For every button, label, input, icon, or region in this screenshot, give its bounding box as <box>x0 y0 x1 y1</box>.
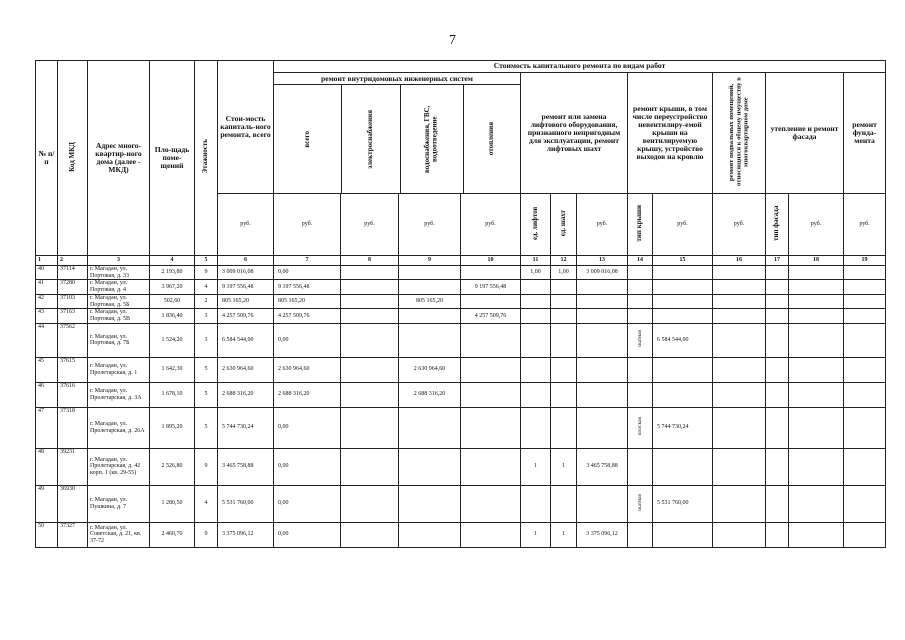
elevator-count <box>521 323 551 357</box>
area: 1 524,20 <box>150 323 195 357</box>
roof-type <box>628 309 653 323</box>
roof-cost <box>653 309 713 323</box>
shaft-count <box>551 485 577 522</box>
table-row <box>36 448 886 485</box>
roof-cost <box>653 357 713 382</box>
column-number: 5 <box>195 256 218 266</box>
heating-cost <box>461 407 521 448</box>
total-cost: 6 584 544,00 <box>218 323 274 357</box>
address: г. Магадан, ул. Пролетарская, д. 3А <box>88 382 150 407</box>
mkd-code: 37163 <box>58 309 88 323</box>
electric-cost <box>341 357 399 382</box>
roof-type <box>628 357 653 382</box>
elevator-count <box>521 280 551 294</box>
facade-cost <box>789 485 844 522</box>
foundation-cost <box>844 522 886 547</box>
facade-cost <box>789 407 844 448</box>
electric-cost <box>341 309 399 323</box>
header-floors: Этажность <box>195 61 218 256</box>
foundation-cost <box>844 294 886 308</box>
row-number: 50 <box>36 522 58 547</box>
mkd-code: 37616 <box>58 382 88 407</box>
area: 1 280,50 <box>150 485 195 522</box>
elevator-cost: 3 009 016,08 <box>577 266 628 280</box>
elevator-count <box>521 309 551 323</box>
header-foundation: ремонт фунда-мента <box>844 73 886 194</box>
facade-type <box>766 309 789 323</box>
total-cost: 3 009 016,08 <box>218 266 274 280</box>
column-number: 13 <box>577 256 628 266</box>
floors: 9 <box>195 266 218 280</box>
address: г. Магадан, ул. Пролетарская, д. 42 корп. 1 (кв. 29-55) <box>88 448 150 485</box>
foundation-cost <box>844 357 886 382</box>
facade-type <box>766 485 789 522</box>
electric-cost <box>341 323 399 357</box>
address: г. Магадан, ул. Пролетарская, д. 1 <box>88 357 150 382</box>
roof-type <box>628 280 653 294</box>
unit-rub-basement: руб. <box>713 194 766 256</box>
unit-rub-water: руб. <box>399 194 461 256</box>
area: 502,60 <box>150 294 195 308</box>
electric-cost <box>341 485 399 522</box>
elevator-count: 1 <box>521 448 551 485</box>
table-row <box>36 407 886 448</box>
unit-shafts: ед. шахт <box>551 194 577 256</box>
engineering-total: 0,00 <box>274 407 341 448</box>
elevator-count: 1,00 <box>521 266 551 280</box>
mkd-code: 36930 <box>58 485 88 522</box>
foundation-cost <box>844 266 886 280</box>
heating-cost <box>461 294 521 308</box>
roof-cost <box>653 294 713 308</box>
column-number-row <box>36 256 886 266</box>
total-cost: 5 531 760,00 <box>218 485 274 522</box>
engineering-total: 0,00 <box>274 266 341 280</box>
electric-cost <box>341 294 399 308</box>
header-engineering: ремонт внутридомовых инженерных систем <box>274 73 520 85</box>
address: г. Магадан, ул. Портовая, д. 5В <box>88 309 150 323</box>
engineering-total: 2 630 964,60 <box>274 357 341 382</box>
roof-type: плоская <box>628 407 653 448</box>
heating-cost <box>461 357 521 382</box>
table-row <box>36 280 886 294</box>
basement-cost <box>713 485 766 522</box>
basement-cost <box>713 407 766 448</box>
foundation-cost <box>844 280 886 294</box>
row-number: 44 <box>36 323 58 357</box>
floors: 3 <box>195 309 218 323</box>
floors: 2 <box>195 294 218 308</box>
roof-cost <box>653 280 713 294</box>
electric-cost <box>341 382 399 407</box>
unit-rub-elevator: руб. <box>577 194 628 256</box>
facade-cost <box>789 280 844 294</box>
elevator-cost <box>577 294 628 308</box>
electric-cost <box>341 280 399 294</box>
roof-type <box>628 266 653 280</box>
roof-cost: 6 584 544,00 <box>653 323 713 357</box>
roof-type: скатная <box>628 323 653 357</box>
floors: 3 <box>195 323 218 357</box>
facade-cost <box>789 382 844 407</box>
electric-cost <box>341 266 399 280</box>
capital-repair-table <box>35 60 886 548</box>
total-cost: 2 630 964,60 <box>218 357 274 382</box>
mkd-code: 39231 <box>58 448 88 485</box>
water-cost: 2 688 316,20 <box>399 382 461 407</box>
engineering-total: 0,00 <box>274 522 341 547</box>
shaft-count <box>551 407 577 448</box>
water-cost: 805 165,20 <box>399 294 461 308</box>
elevator-cost <box>577 407 628 448</box>
area: 2 460,70 <box>150 522 195 547</box>
elevator-count <box>521 407 551 448</box>
address: г. Магадан, ул. Портовая, д. 5Б <box>88 294 150 308</box>
mkd-code: 37615 <box>58 357 88 382</box>
table-row <box>36 522 886 547</box>
floors: 4 <box>195 280 218 294</box>
heating-cost <box>461 485 521 522</box>
water-cost <box>399 522 461 547</box>
facade-type <box>766 323 789 357</box>
area: 3 967,20 <box>150 280 195 294</box>
roof-type: скатная <box>628 485 653 522</box>
column-number: 19 <box>844 256 886 266</box>
floors: 4 <box>195 485 218 522</box>
mkd-code: 37103 <box>58 294 88 308</box>
facade-type <box>766 294 789 308</box>
facade-type <box>766 382 789 407</box>
facade-type <box>766 357 789 382</box>
electric-cost <box>341 407 399 448</box>
unit-elevators: ед. лифтов <box>521 194 551 256</box>
header-facade: утепление и ремонт фасада <box>766 73 844 194</box>
elevator-count: 1 <box>521 522 551 547</box>
facade-type <box>766 448 789 485</box>
header-engineering-group <box>274 73 521 194</box>
elevator-cost: 3 375 096,12 <box>577 522 628 547</box>
water-cost <box>399 407 461 448</box>
facade-cost <box>789 357 844 382</box>
total-cost: 805 165,20 <box>218 294 274 308</box>
shaft-count: 1 <box>551 522 577 547</box>
column-number: 18 <box>789 256 844 266</box>
address: г. Магадан, ул. Портовая, д. 7Б <box>88 323 150 357</box>
unit-rub-facade: руб. <box>789 194 844 256</box>
header-elevator: ремонт или замена лифтового оборудования, признанного непригодным для эксплуатации, ремонт лифтовых шахт <box>521 73 628 194</box>
unit-roof-type: тип крыши <box>628 194 653 256</box>
column-number: 15 <box>653 256 713 266</box>
area: 1 836,40 <box>150 309 195 323</box>
header-num: № п/п <box>36 61 58 256</box>
table-row <box>36 309 886 323</box>
area: 2 526,80 <box>150 448 195 485</box>
column-number: 2 <box>58 256 88 266</box>
heating-cost <box>461 382 521 407</box>
column-number: 16 <box>713 256 766 266</box>
roof-cost <box>653 448 713 485</box>
facade-type <box>766 522 789 547</box>
roof-type <box>628 382 653 407</box>
water-cost <box>399 323 461 357</box>
foundation-cost <box>844 485 886 522</box>
column-number: 12 <box>551 256 577 266</box>
row-number: 40 <box>36 266 58 280</box>
heating-cost <box>461 266 521 280</box>
column-number: 9 <box>399 256 461 266</box>
basement-cost <box>713 280 766 294</box>
elevator-count <box>521 357 551 382</box>
floors: 5 <box>195 407 218 448</box>
address: г. Магадан, ул. Пролетарская, д. 26А <box>88 407 150 448</box>
shaft-count <box>551 280 577 294</box>
roof-type <box>628 294 653 308</box>
column-number: 7 <box>274 256 341 266</box>
header-cost-by-type: Стоимость капитального ремонта по видам работ <box>274 61 886 73</box>
heating-cost <box>461 448 521 485</box>
shaft-count <box>551 294 577 308</box>
address: г. Магадан, ул. Портовая, д. 4 <box>88 280 150 294</box>
heating-cost <box>461 522 521 547</box>
row-number: 48 <box>36 448 58 485</box>
page-number: 7 <box>449 33 456 48</box>
roof-cost: 5 744 730,24 <box>653 407 713 448</box>
header-total-cost: Стои-мость капиталь-ного ремонта, всего <box>218 61 274 194</box>
total-cost: 9 197 556,48 <box>218 280 274 294</box>
mkd-code: 37114 <box>58 266 88 280</box>
shaft-count <box>551 382 577 407</box>
elevator-cost <box>577 382 628 407</box>
header-address: Адрес много-квартир-ного дома (далее - МКД) <box>88 61 150 256</box>
column-number: 3 <box>88 256 150 266</box>
roof-cost <box>653 382 713 407</box>
row-number: 49 <box>36 485 58 522</box>
table-row <box>36 323 886 357</box>
roof-cost: 5 531 760,00 <box>653 485 713 522</box>
facade-cost <box>789 309 844 323</box>
facade-cost <box>789 522 844 547</box>
unit-rub-roof: руб. <box>653 194 713 256</box>
electric-cost <box>341 522 399 547</box>
header-area: Пло-щадь поме-щений <box>150 61 195 256</box>
foundation-cost <box>844 323 886 357</box>
shaft-count <box>551 323 577 357</box>
engineering-total: 0,00 <box>274 323 341 357</box>
roof-cost <box>653 522 713 547</box>
water-cost <box>399 280 461 294</box>
address: г. Магадан, ул. Советская, д. 21, кв. 37-72 <box>88 522 150 547</box>
foundation-cost <box>844 407 886 448</box>
table-row <box>36 266 886 280</box>
water-cost: 2 630 964,60 <box>399 357 461 382</box>
floors: 5 <box>195 357 218 382</box>
column-number: 17 <box>766 256 789 266</box>
elevator-cost <box>577 309 628 323</box>
mkd-code: 37280 <box>58 280 88 294</box>
basement-cost <box>713 294 766 308</box>
engineering-total: 4 257 509,76 <box>274 309 341 323</box>
address: г. Магадан, ул. Пушкина, д. 7 <box>88 485 150 522</box>
foundation-cost <box>844 382 886 407</box>
basement-cost <box>713 266 766 280</box>
row-number: 45 <box>36 357 58 382</box>
facade-type <box>766 266 789 280</box>
area: 2 193,80 <box>150 266 195 280</box>
total-cost: 5 744 730,24 <box>218 407 274 448</box>
table-row <box>36 357 886 382</box>
foundation-cost <box>844 309 886 323</box>
unit-rub-electric: руб. <box>341 194 399 256</box>
facade-cost <box>789 448 844 485</box>
floors: 9 <box>195 448 218 485</box>
shaft-count <box>551 357 577 382</box>
unit-rub-heating: руб. <box>461 194 521 256</box>
header-electric: электроснабжения <box>342 85 401 193</box>
engineering-total: 0,00 <box>274 448 341 485</box>
heating-cost: 9 197 556,48 <box>461 280 521 294</box>
column-number: 6 <box>218 256 274 266</box>
column-number: 10 <box>461 256 521 266</box>
total-cost: 2 688 316,20 <box>218 382 274 407</box>
column-number: 1 <box>36 256 58 266</box>
electric-cost <box>341 448 399 485</box>
total-cost: 4 257 509,76 <box>218 309 274 323</box>
header-roof: ремонт крыши, в том числе переустройство невентилиру-емой крыши на вентилируемую крышу, устройство выходов на кровлю <box>628 73 713 194</box>
area: 1 678,10 <box>150 382 195 407</box>
basement-cost <box>713 522 766 547</box>
roof-cost <box>653 266 713 280</box>
elevator-count <box>521 294 551 308</box>
unit-rub-foundation: руб. <box>844 194 886 256</box>
row-number: 43 <box>36 309 58 323</box>
total-cost: 3 465 758,88 <box>218 448 274 485</box>
water-cost <box>399 266 461 280</box>
basement-cost <box>713 323 766 357</box>
facade-type <box>766 407 789 448</box>
unit-rub-eng: руб. <box>274 194 341 256</box>
basement-cost <box>713 448 766 485</box>
floors: 5 <box>195 382 218 407</box>
engineering-total: 805 165,20 <box>274 294 341 308</box>
elevator-cost <box>577 357 628 382</box>
shaft-count: 1,00 <box>551 266 577 280</box>
roof-type <box>628 448 653 485</box>
unit-rub-total: руб. <box>218 194 274 256</box>
facade-type <box>766 280 789 294</box>
table-row <box>36 382 886 407</box>
heating-cost: 4 257 509,76 <box>461 309 521 323</box>
engineering-total: 9 197 556,48 <box>274 280 341 294</box>
row-number: 41 <box>36 280 58 294</box>
floors: 9 <box>195 522 218 547</box>
basement-cost <box>713 382 766 407</box>
address: г. Магадан, ул. Портовая, д. 33 <box>88 266 150 280</box>
mkd-code: 37318 <box>58 407 88 448</box>
facade-cost <box>789 323 844 357</box>
header-code: Код МКД <box>58 61 88 256</box>
header-basement: ремонт подвальных помещений, относящихся к общему имуществу в многоквартирном доме <box>713 73 766 194</box>
basement-cost <box>713 357 766 382</box>
engineering-total: 0,00 <box>274 485 341 522</box>
mkd-code: 37327 <box>58 522 88 547</box>
row-number: 42 <box>36 294 58 308</box>
shaft-count: 1 <box>551 448 577 485</box>
engineering-total: 2 688 316,20 <box>274 382 341 407</box>
elevator-cost <box>577 323 628 357</box>
elevator-count <box>521 485 551 522</box>
elevator-count <box>521 382 551 407</box>
header-heating: отопления <box>487 122 496 156</box>
header-eng-total: всего <box>274 85 342 193</box>
column-number: 8 <box>341 256 399 266</box>
table-row <box>36 485 886 522</box>
column-number: 4 <box>150 256 195 266</box>
area: 1 895,20 <box>150 407 195 448</box>
row-number: 46 <box>36 382 58 407</box>
total-cost: 3 375 096,12 <box>218 522 274 547</box>
shaft-count <box>551 309 577 323</box>
roof-type <box>628 522 653 547</box>
table-row <box>36 294 886 308</box>
facade-cost <box>789 294 844 308</box>
water-cost <box>399 309 461 323</box>
facade-cost <box>789 266 844 280</box>
elevator-cost <box>577 280 628 294</box>
unit-facade-type: тип фасада <box>766 194 789 256</box>
heating-cost <box>461 323 521 357</box>
elevator-cost <box>577 485 628 522</box>
column-number: 14 <box>628 256 653 266</box>
water-cost <box>399 448 461 485</box>
row-number: 47 <box>36 407 58 448</box>
water-cost <box>399 485 461 522</box>
basement-cost <box>713 309 766 323</box>
elevator-cost: 3 465 758,88 <box>577 448 628 485</box>
header-water: водоснабжения, ГВС, водоотведение <box>401 85 464 193</box>
mkd-code: 37562 <box>58 323 88 357</box>
column-number: 11 <box>521 256 551 266</box>
foundation-cost <box>844 448 886 485</box>
area: 1 642,30 <box>150 357 195 382</box>
